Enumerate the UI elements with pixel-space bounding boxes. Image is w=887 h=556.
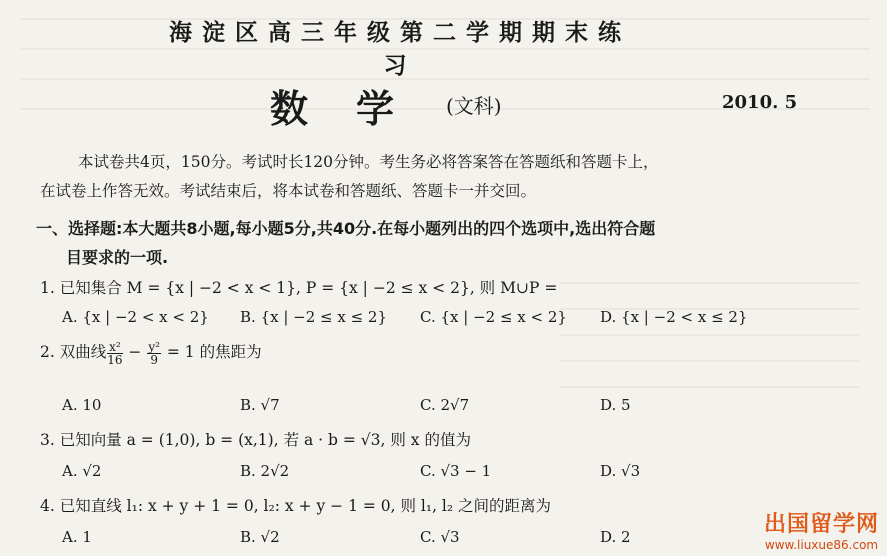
q4-option-c: C. √3 [420, 528, 460, 546]
site-watermark [764, 507, 879, 552]
subject-note: (文科) [446, 94, 502, 118]
q1-option-d: D. {x | −2 < x ≤ 2} [600, 308, 748, 326]
exam-date: 2010. 5 [722, 92, 798, 113]
q2-frac1-num: x² [109, 339, 121, 354]
section-heading [36, 214, 836, 272]
q2-frac2-num: y² [148, 339, 160, 354]
q2-prefix: 2. 双曲线 [40, 343, 107, 361]
q3-option-a: A. √2 [62, 462, 102, 480]
q3-option-c: C. √3 − 1 [420, 462, 492, 480]
show-through-marks-2 [560, 270, 860, 400]
q4-option-b: B. √2 [240, 528, 280, 546]
question-3-stem: 3. 已知向量 a = (1,0), b = (x,1), 若 a · b = √3, 则 x 的值为 [40, 431, 471, 449]
question-4-stem: 4. 已知直线 l₁: x + y + 1 = 0, l₂: x + y − 1 = 0, 则 l₁, l₂ 之间的距离为 [40, 497, 552, 515]
watermark-brand: 出国留学网 [763, 512, 879, 537]
q4-option-a: A. 1 [62, 528, 92, 546]
q2-minus: − [123, 343, 147, 361]
q1-option-a: A. {x | −2 < x < 2} [62, 308, 209, 326]
intro-line-2: 在试卷上作答无效。考试结束后，将本试卷和答题纸、答题卡一并交回。 [40, 182, 537, 200]
q2-fraction-1 [107, 341, 122, 366]
q2-suffix: = 1 的焦距为 [161, 343, 262, 361]
q2-option-b: B. √7 [240, 396, 280, 414]
exam-title: 海淀区高三年级第二学期期末练习 [169, 19, 631, 79]
q2-option-a: A. 10 [62, 396, 102, 414]
q2-frac2-den: 9 [150, 352, 158, 367]
q2-option-c: C. 2√7 [420, 396, 470, 414]
intro-paragraph [40, 148, 840, 206]
intro-line-1: 本试卷共4页，150分。考试时长120分钟。考生务必将答案答在答题纸和答题卡上， [78, 153, 659, 171]
question-1-stem: 1. 已知集合 M = {x | −2 < x < 1}, P = {x | −2 ≤ x < 2}, 则 M∪P = [40, 279, 558, 297]
q2-frac1-den: 16 [107, 352, 123, 367]
q4-option-d: D. 2 [600, 528, 631, 546]
q3-option-d: D. √3 [600, 462, 641, 480]
section-heading-line-2: 目要求的一项. [66, 248, 169, 267]
q2-option-d: D. 5 [600, 396, 631, 414]
section-heading-line-1: 一、选择题:本大题共8小题,每小题5分,共40分.在每小题列出的四个选项中,选出符合题 [36, 219, 656, 238]
q2-fraction-2 [147, 341, 161, 366]
subject-title: 数学 [270, 86, 443, 131]
q3-option-b: B. 2√2 [240, 462, 290, 480]
watermark-url: www.liuxue86.com [764, 538, 879, 552]
question-2-stem [40, 340, 262, 366]
q1-option-c: C. {x | −2 ≤ x < 2} [420, 308, 567, 326]
q1-option-b: B. {x | −2 ≤ x ≤ 2} [240, 308, 388, 326]
